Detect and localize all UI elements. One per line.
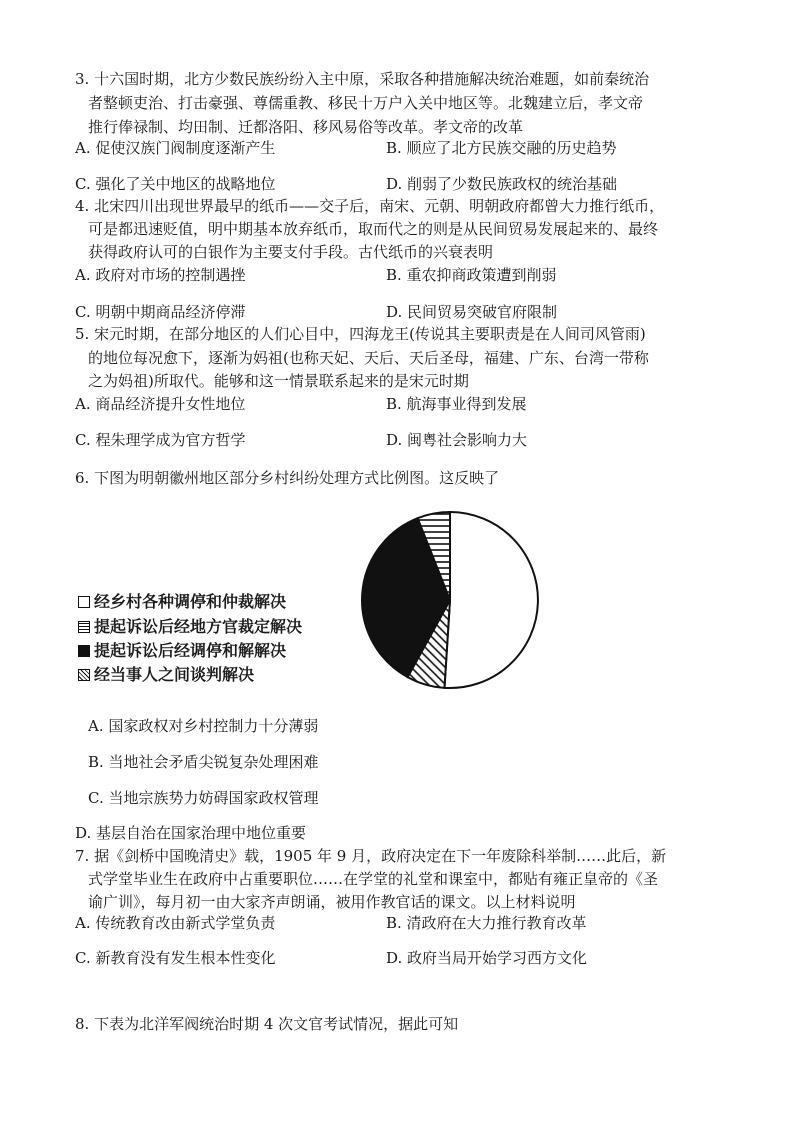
q7-option-d: D. 政府当局开始学习西方文化 bbox=[386, 949, 588, 967]
q6-option-a: A. 国家政权对乡村控制力十分薄弱 bbox=[88, 717, 319, 735]
legend-item-negotiation bbox=[78, 665, 254, 685]
q3-stem-line-3: 推行俸禄制、均田制、迁都洛阳、移风易俗等改革。孝文帝的改革 bbox=[88, 118, 524, 136]
legend-swatch-horizontal-hatch bbox=[78, 621, 90, 633]
q3-option-c: C. 强化了关中地区的战略地位 bbox=[75, 175, 276, 193]
q4-option-c: C. 明朝中期商品经济停滞 bbox=[75, 303, 246, 321]
q5-stem-line-1: 5. 宋元时期，在部分地区的人们心目中，四海龙王(传说其主要职责是在人间司风管雨) bbox=[75, 325, 646, 343]
legend-swatch-diagonal-hatch bbox=[78, 669, 90, 681]
q4-option-b: B. 重农抑商政策遭到削弱 bbox=[386, 266, 557, 284]
q5-option-b: B. 航海事业得到发展 bbox=[386, 395, 527, 413]
q4-stem-line-1: 4. 北宋四川出现世界最早的纸币——交子后，南宋、元朝、明朝政府都曾大力推行纸币， bbox=[75, 197, 665, 215]
legend-item-village-mediation bbox=[78, 592, 286, 612]
q4-option-a: A. 政府对市场的控制遇挫 bbox=[75, 266, 246, 284]
q7-stem-line-2: 式学堂毕业生在政府中占重要职位……在学堂的礼堂和课室中，都贴有雍正皇帝的《圣 bbox=[88, 870, 659, 888]
q5-option-a: A. 商品经济提升女性地位 bbox=[75, 395, 246, 413]
q3-option-b: B. 顺应了北方民族交融的历史趋势 bbox=[386, 139, 617, 157]
q7-stem-line-3: 谕广训》，每月初一由大家齐声朗诵，被用作教官话的课文。以上材料说明 bbox=[88, 893, 576, 911]
q8-stem: 8. 下表为北洋军阀统治时期 4 次文官考试情况，据此可知 bbox=[75, 1015, 459, 1033]
legend-item-official-ruling bbox=[78, 617, 302, 637]
q6-option-b: B. 当地社会矛盾尖锐复杂处理困难 bbox=[88, 753, 319, 771]
q3-option-a: A. 促使汉族门阀制度逐渐产生 bbox=[75, 139, 276, 157]
q5-stem-line-2: 的地位每况愈下，逐渐为妈祖(也称天妃、天后、天后圣母，福建、广东、台湾一带称 bbox=[88, 349, 649, 367]
legend-swatch-white bbox=[78, 596, 90, 608]
q4-option-d: D. 民间贸易突破官府限制 bbox=[386, 303, 558, 321]
q6-option-c: C. 当地宗族势力妨碍国家政权管理 bbox=[88, 789, 319, 807]
q5-stem-line-3: 之为妈祖)所取代。能够和这一情景联系起来的是宋元时期 bbox=[88, 372, 469, 390]
q3-option-d: D. 削弱了少数民族政权的统治基础 bbox=[386, 175, 618, 193]
q7-option-c: C. 新教育没有发生根本性变化 bbox=[75, 949, 276, 967]
legend-label: 提起诉讼后经调停和解解决 bbox=[94, 641, 287, 660]
q7-option-b: B. 清政府在大力推行教育改革 bbox=[386, 914, 587, 932]
pie-slice-0 bbox=[444, 512, 537, 688]
legend-swatch-black bbox=[78, 645, 90, 657]
q7-stem-line-1: 7. 据《剑桥中国晚清史》载，1905 年 9 月，政府决定在下一年废除科举制……此后，新 bbox=[75, 847, 667, 865]
q4-stem-line-2: 可是都迅速贬值，明中期基本放弃纸币，取而代之的则是从民间贸易发展起来的、最终 bbox=[88, 220, 659, 238]
q5-option-c: C. 程朱理学成为官方哲学 bbox=[75, 431, 246, 449]
q3-stem-line-1: 3. 十六国时期，北方少数民族纷纷入主中原，采取各种措施解决统治难题，如前秦统治 bbox=[75, 70, 650, 88]
q7-option-a: A. 传统教育改由新式学堂负责 bbox=[75, 914, 276, 932]
legend-label: 提起诉讼后经地方官裁定解决 bbox=[94, 617, 303, 636]
legend-item-lawsuit-mediation bbox=[78, 641, 286, 661]
legend-label: 经当事人之间谈判解决 bbox=[94, 665, 255, 684]
q3-stem-line-2: 者整顿吏治、打击豪强、尊儒重教、移民十万户入关中地区等。北魏建立后，孝文帝 bbox=[88, 94, 644, 112]
q6-stem: 6. 下图为明朝徽州地区部分乡村纠纷处理方式比例图。这反映了 bbox=[75, 469, 500, 487]
dispute-resolution-pie-chart bbox=[355, 505, 545, 695]
q5-option-d: D. 闽粤社会影响力大 bbox=[386, 431, 528, 449]
q4-stem-line-3: 获得政府认可的白银作为主要支付手段。古代纸币的兴衰表明 bbox=[88, 243, 494, 261]
legend-label: 经乡村各种调停和仲裁解决 bbox=[94, 592, 287, 611]
q6-option-d: D. 基层自治在国家治理中地位重要 bbox=[75, 824, 307, 842]
